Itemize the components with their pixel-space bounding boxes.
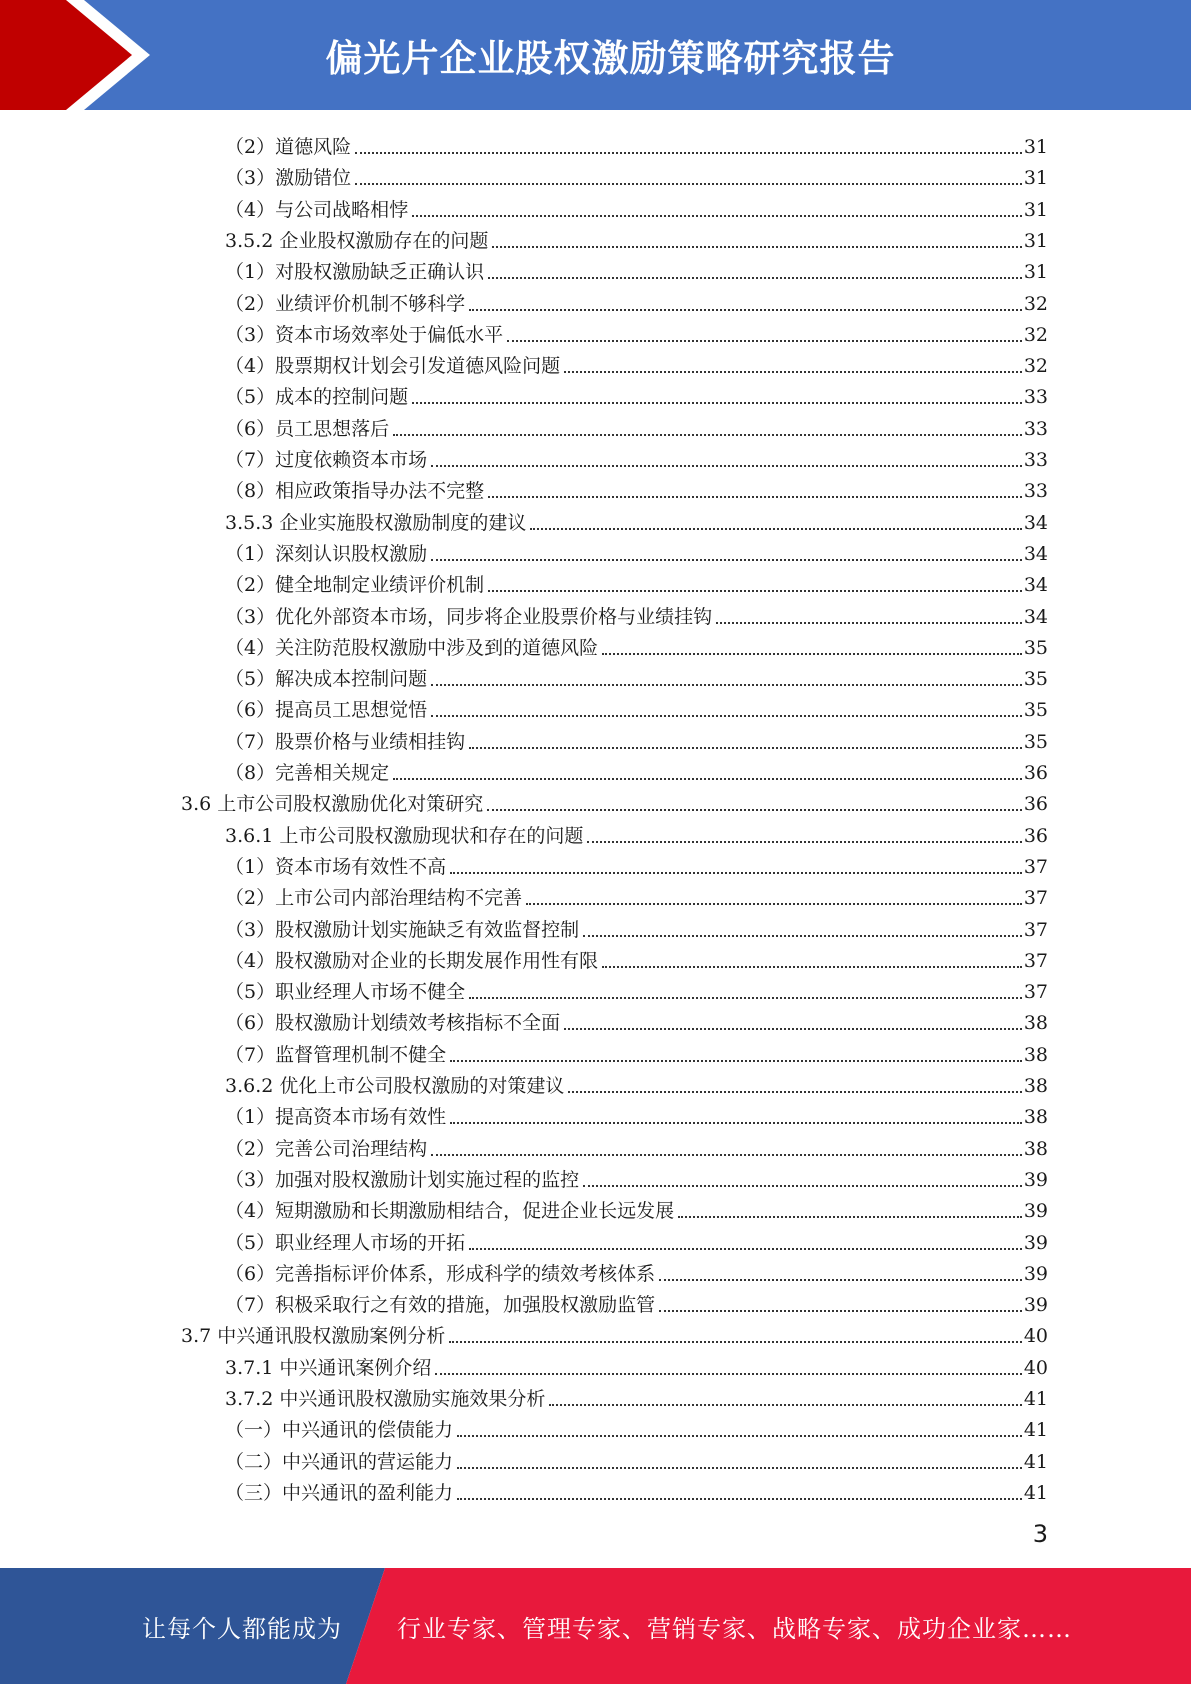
- toc-entry[interactable]: [0, 1130, 1048, 1161]
- toc-entry-title: 3.5.3 企业实施股权激励制度的建议: [225, 511, 527, 534]
- toc-entry[interactable]: [0, 1380, 1048, 1411]
- toc-entry[interactable]: [0, 253, 1048, 284]
- toc-entry-page: 40: [1023, 1356, 1048, 1379]
- page-header: [0, 0, 1191, 110]
- toc-entry-page: 33: [1023, 386, 1048, 409]
- toc-entry-page: 37: [1023, 887, 1048, 910]
- toc-entry-page: 37: [1023, 981, 1048, 1004]
- toc-dot-leader: [469, 309, 1022, 311]
- toc-dot-leader: [412, 402, 1022, 404]
- toc-entry[interactable]: [0, 1036, 1048, 1067]
- toc-entry[interactable]: [0, 1474, 1048, 1505]
- toc-entry-title: 3.6.1 上市公司股权激励现状和存在的问题: [225, 824, 584, 847]
- toc-entry[interactable]: [0, 942, 1048, 973]
- toc-dot-leader: [507, 340, 1022, 342]
- toc-entry-page: 39: [1023, 1168, 1048, 1191]
- toc-entry-page: 31: [1023, 198, 1048, 221]
- toc-entry[interactable]: [0, 817, 1048, 848]
- toc-entry[interactable]: [0, 1443, 1048, 1474]
- toc-entry-title: （4）短期激励和长期激励相结合，促进企业长远发展: [225, 1200, 675, 1223]
- toc-entry-page: 34: [1023, 511, 1048, 534]
- toc-entry[interactable]: [0, 535, 1048, 566]
- toc-dot-leader: [583, 935, 1022, 937]
- toc-dot-leader: [602, 966, 1022, 968]
- toc-entry[interactable]: [0, 159, 1048, 190]
- toc-dot-leader: [587, 841, 1021, 843]
- toc-entry-page: 38: [1023, 1012, 1048, 1035]
- toc-dot-leader: [431, 465, 1022, 467]
- toc-entry[interactable]: [0, 222, 1048, 253]
- toc-entry-page: 41: [1023, 1481, 1048, 1504]
- toc-dot-leader: [659, 1279, 1022, 1281]
- toc-entry-title: （5）成本的控制问题: [225, 386, 409, 409]
- toc-entry[interactable]: [0, 691, 1048, 722]
- page-number: 3: [1032, 1520, 1048, 1548]
- toc-dot-leader: [431, 684, 1022, 686]
- toc-dot-leader: [435, 1373, 1021, 1375]
- toc-entry-title: （6）提高员工思想觉悟: [225, 699, 428, 722]
- toc-dot-leader: [602, 653, 1022, 655]
- toc-entry-page: 38: [1023, 1043, 1048, 1066]
- toc-dot-leader: [568, 1091, 1021, 1093]
- toc-dot-leader: [457, 1498, 1022, 1500]
- toc-dot-leader: [583, 1185, 1022, 1187]
- toc-entry[interactable]: [0, 347, 1048, 378]
- toc-entry-title: （1）对股权激励缺乏正确认识: [225, 261, 485, 284]
- toc-dot-leader: [393, 778, 1022, 780]
- toc-entry-title: （6）股权激励计划绩效考核指标不全面: [225, 1012, 561, 1035]
- toc-dot-leader: [355, 152, 1022, 154]
- toc-dot-leader: [488, 496, 1022, 498]
- toc-dot-leader: [488, 277, 1022, 279]
- toc-entry-title: 3.7 中兴通讯股权激励案例分析: [181, 1325, 446, 1348]
- toc-entry-page: 41: [1023, 1388, 1048, 1410]
- toc-entry-title: （4）股票期权计划会引发道德风险问题: [225, 355, 561, 378]
- toc-dot-leader: [469, 997, 1022, 999]
- toc-entry-title: （8）完善相关规定: [225, 762, 390, 784]
- toc-entry-page: 41: [1023, 1419, 1048, 1442]
- footer-slogan-right: 行业专家、管理专家、营销专家、战略专家、成功企业家……: [397, 1614, 1072, 1643]
- toc-entry[interactable]: [0, 1349, 1048, 1380]
- toc-entry-title: （2）上市公司内部治理结构不完善: [225, 887, 523, 910]
- toc-entry-page: 39: [1023, 1200, 1048, 1223]
- toc-entry-page: 39: [1023, 1231, 1048, 1254]
- toc-entry-title: （4）关注防范股权激励中涉及到的道德风险: [225, 636, 599, 659]
- toc-entry-page: 39: [1023, 1294, 1048, 1317]
- toc-entry-title: 3.7.2 中兴通讯股权激励实施效果分析: [225, 1388, 546, 1410]
- toc-entry-title: （2）健全地制定业绩评价机制: [225, 574, 485, 597]
- toc-dot-leader: [678, 1216, 1022, 1218]
- toc-dot-leader: [431, 715, 1022, 717]
- toc-entry[interactable]: [0, 1224, 1048, 1255]
- report-title: 偏光片企业股权激励策略研究报告: [325, 37, 896, 80]
- toc-dot-leader: [355, 183, 1022, 185]
- toc-entry[interactable]: [0, 441, 1048, 472]
- toc-entry-page: 31: [1023, 229, 1048, 252]
- toc-entry-page: 36: [1023, 793, 1048, 816]
- toc-entry-page: 38: [1023, 1137, 1048, 1160]
- toc-dot-leader: [450, 872, 1022, 874]
- toc-entry-page: 32: [1023, 292, 1048, 315]
- toc-entry[interactable]: [0, 191, 1048, 222]
- toc-entry-title: （2）完善公司治理结构: [225, 1137, 428, 1160]
- toc-entry-title: （4）与公司战略相悖: [225, 198, 409, 221]
- toc-entry[interactable]: [0, 1098, 1048, 1129]
- toc-dot-leader: [449, 1341, 1022, 1343]
- toc-entry[interactable]: [0, 504, 1048, 535]
- toc-entry-title: （6）完善指标评价体系，形成科学的绩效考核体系: [225, 1262, 656, 1285]
- toc-entry[interactable]: [0, 754, 1048, 785]
- toc-entry-title: （1）资本市场有效性不高: [225, 855, 447, 878]
- toc-entry[interactable]: [0, 660, 1048, 691]
- toc-entry[interactable]: [0, 879, 1048, 910]
- toc-entry[interactable]: [0, 1411, 1048, 1442]
- toc-entry[interactable]: [0, 1286, 1048, 1317]
- toc-entry-page: 35: [1023, 668, 1048, 691]
- toc-entry-page: 37: [1023, 949, 1048, 972]
- toc-entry-page: 41: [1023, 1450, 1048, 1473]
- toc-entry[interactable]: [0, 285, 1048, 316]
- toc-entry-title: （7）积极采取行之有效的措施，加强股权激励监管: [225, 1294, 656, 1317]
- toc-entry-title: （7）过度依赖资本市场: [225, 449, 428, 471]
- toc-entry-page: 32: [1023, 355, 1048, 378]
- toc-entry-page: 37: [1023, 855, 1048, 878]
- toc-entry-page: 34: [1023, 605, 1048, 628]
- toc-entry-title: （6）员工思想落后: [225, 417, 390, 440]
- toc-entry[interactable]: [0, 598, 1048, 629]
- toc-entry-title: （1）提高资本市场有效性: [225, 1106, 447, 1129]
- toc-entry-page: 34: [1023, 542, 1048, 565]
- toc-entry[interactable]: [0, 723, 1048, 754]
- toc-entry-page: 31: [1023, 261, 1048, 284]
- toc-entry[interactable]: [0, 472, 1048, 503]
- toc-entry-page: 31: [1023, 136, 1048, 158]
- toc-entry[interactable]: [0, 629, 1048, 660]
- toc-dot-leader: [469, 1248, 1022, 1250]
- toc-entry[interactable]: [0, 566, 1048, 597]
- toc-entry-page: 38: [1023, 1106, 1048, 1129]
- toc-entry-page: 36: [1023, 762, 1048, 784]
- toc-entry-title: 3.6.2 优化上市公司股权激励的对策建议: [225, 1075, 565, 1097]
- toc-entry[interactable]: [0, 1255, 1048, 1286]
- toc-dot-leader: [469, 747, 1022, 749]
- footer-slogan-left: 让每个人都能成为: [142, 1614, 342, 1643]
- toc-entry-page: 38: [1023, 1075, 1048, 1097]
- toc-entry-title: （2）业绩评价机制不够科学: [225, 292, 466, 315]
- toc-entry-page: 33: [1023, 480, 1048, 503]
- toc-entry-title: （8）相应政策指导办法不完整: [225, 480, 485, 503]
- toc-dot-leader: [549, 1404, 1021, 1406]
- toc-dot-leader: [431, 559, 1022, 561]
- toc-entry-page: 31: [1023, 167, 1048, 190]
- toc-dot-leader: [450, 1060, 1022, 1062]
- toc-entry[interactable]: [0, 785, 1048, 816]
- toc-entry-page: 33: [1023, 417, 1048, 440]
- toc-dot-leader: [412, 215, 1022, 217]
- toc-dot-leader: [530, 528, 1021, 530]
- toc-entry-page: 40: [1023, 1325, 1048, 1348]
- page-footer: [0, 1568, 1191, 1684]
- toc-dot-leader: [488, 590, 1022, 592]
- toc-entry[interactable]: [0, 973, 1048, 1004]
- toc-entry[interactable]: [0, 378, 1048, 409]
- toc-dot-leader: [487, 809, 1022, 811]
- toc-entry-page: 34: [1023, 574, 1048, 597]
- toc-entry-title: 3.5.2 企业股权激励存在的问题: [225, 229, 489, 252]
- toc-dot-leader: [457, 1467, 1022, 1469]
- toc-entry[interactable]: [0, 1161, 1048, 1192]
- toc-entry[interactable]: [0, 1317, 1048, 1348]
- toc-entry-page: 32: [1023, 323, 1048, 346]
- toc-entry-page: 35: [1023, 730, 1048, 753]
- toc-entry-page: 33: [1023, 449, 1048, 471]
- toc-dot-leader: [431, 1154, 1022, 1156]
- toc-entry[interactable]: [0, 911, 1048, 942]
- toc-entry-title: 3.7.1 中兴通讯案例介绍: [225, 1356, 432, 1379]
- toc-entry[interactable]: [0, 410, 1048, 441]
- toc-entry-title: （4）股权激励对企业的长期发展作用性有限: [225, 949, 599, 972]
- toc-entry-page: 35: [1023, 636, 1048, 659]
- toc-entry-title: （2）道德风险: [225, 136, 352, 158]
- toc-dot-leader: [492, 246, 1021, 248]
- toc-entry[interactable]: [0, 848, 1048, 879]
- toc-entry-page: 36: [1023, 824, 1048, 847]
- toc-entry-title: 3.6 上市公司股权激励优化对策研究: [181, 793, 484, 816]
- toc-entry-page: 39: [1023, 1262, 1048, 1285]
- toc-dot-leader: [526, 903, 1022, 905]
- toc-entry-title: （1）深刻认识股权激励: [225, 542, 428, 565]
- toc-entry[interactable]: [0, 1192, 1048, 1223]
- toc-entry-title: （一）中兴通讯的偿债能力: [225, 1419, 454, 1442]
- toc-entry-title: （二）中兴通讯的营运能力: [225, 1450, 454, 1473]
- toc-dot-leader: [450, 1122, 1022, 1124]
- toc-dot-leader: [716, 622, 1022, 624]
- toc-dot-leader: [393, 434, 1022, 436]
- toc-entry-title: （3）加强对股权激励计划实施过程的监控: [225, 1168, 580, 1191]
- toc-entry-title: （7）监督管理机制不健全: [225, 1043, 447, 1066]
- toc-dot-leader: [457, 1435, 1022, 1437]
- toc-entry-page: 37: [1023, 918, 1048, 941]
- toc-entry-title: （5）职业经理人市场不健全: [225, 981, 466, 1004]
- toc-entry-title: （5）职业经理人市场的开拓: [225, 1231, 466, 1254]
- toc-dot-leader: [564, 1028, 1022, 1030]
- toc-entry-title: （3）资本市场效率处于偏低水平: [225, 323, 504, 346]
- toc-entry-title: （7）股票价格与业绩相挂钩: [225, 730, 466, 753]
- toc-entry-title: （三）中兴通讯的盈利能力: [225, 1481, 454, 1504]
- toc-dot-leader: [659, 1310, 1022, 1312]
- toc-entry-title: （3）优化外部资本市场，同步将企业股票价格与业绩挂钩: [225, 605, 713, 628]
- toc-entry[interactable]: [0, 316, 1048, 347]
- toc-dot-leader: [564, 371, 1022, 373]
- toc-entry[interactable]: [0, 1004, 1048, 1035]
- toc-entry[interactable]: [0, 1067, 1048, 1098]
- toc-entry-title: （5）解决成本控制问题: [225, 668, 428, 691]
- toc-entry-title: （3）股权激励计划实施缺乏有效监督控制: [225, 918, 580, 941]
- toc-entry-title: （3）激励错位: [225, 167, 352, 190]
- toc-entry[interactable]: [0, 128, 1048, 159]
- toc-entry-page: 35: [1023, 699, 1048, 722]
